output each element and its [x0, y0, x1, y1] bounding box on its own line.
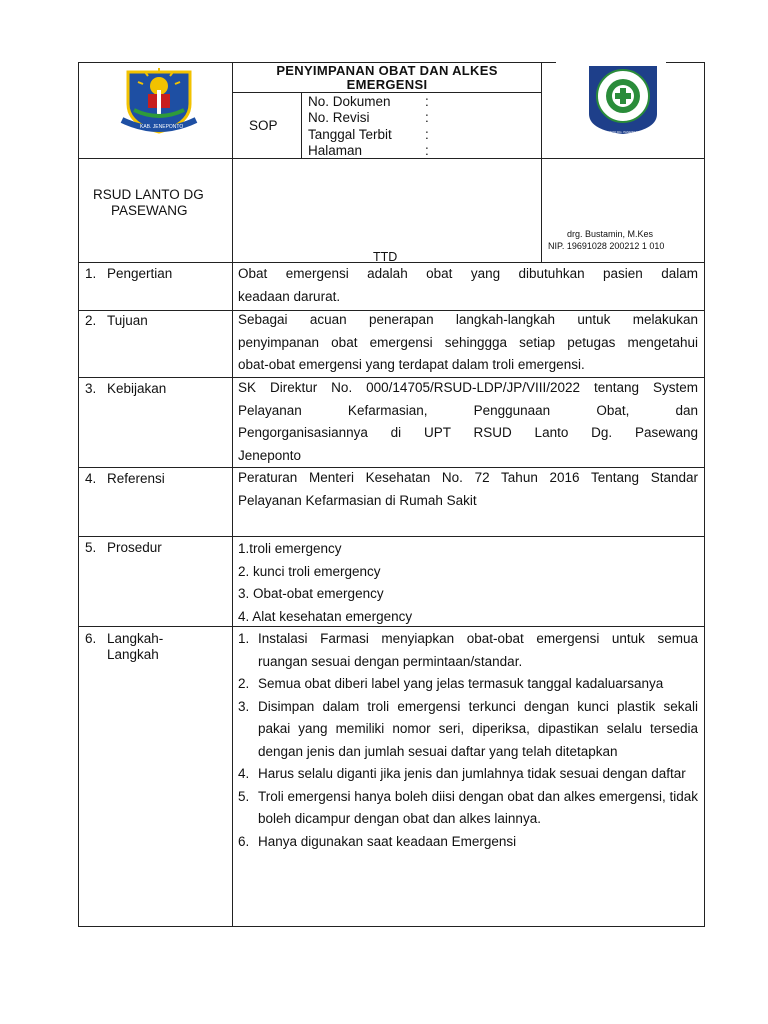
step-number: 2. [238, 676, 250, 691]
step-text: Harus selalu diganti jika jenis dan jumlahnya tidak sesuai dengan daftar [258, 766, 686, 781]
document-title [233, 64, 541, 92]
document-title-line2: EMERGENSI [346, 77, 428, 92]
kebijakan-line: SK Direktur No. 000/14705/RSUD-LDP/JP/VIII/2022 tentang System [238, 380, 698, 395]
langkah-steps [238, 628, 698, 853]
step-number: 1. [238, 631, 250, 646]
step-text: Troli emergensi hanya boleh diisi dengan obat dan alkes emergensi, tidak boleh dicampur dengan obat dan alkes lainnya. [258, 788, 699, 826]
jeneponto-logo [118, 64, 200, 136]
pengertian-text [238, 263, 698, 308]
step-number: 4. [238, 766, 250, 781]
step-item [238, 673, 698, 696]
section-label-referensi: Referensi [107, 471, 165, 486]
step-item [238, 763, 698, 786]
step-text: Hanya digunakan saat keadaan Emergensi [258, 833, 517, 849]
signer-name: drg. Bustamin, M.Kes [567, 229, 654, 239]
section-label-langkah-line2: Langkah [107, 647, 159, 662]
kebijakan-text [238, 377, 698, 467]
tujuan-line: obat-obat emergensi yang terdapat dalam troli emergensi. [238, 357, 585, 372]
prosedur-item: 3. Obat-obat emergency [238, 586, 384, 601]
field-halaman-sep: : [425, 143, 429, 158]
field-no-dokumen-sep: : [425, 94, 429, 109]
prosedur-item: 4. Alat kesehatan emergency [238, 608, 413, 624]
section-number: 5. [85, 540, 97, 555]
section-number: 6. [85, 631, 97, 646]
document-title-line1: PENYIMPANAN OBAT DAN ALKES [276, 63, 498, 78]
tujuan-text [238, 309, 698, 377]
section-label-pengertian: Pengertian [107, 266, 173, 281]
step-text: Disimpan dalam troli emergensi terkunci dengan kunci plastik sekali pakai yang memiliki nomor seri, diperiksa, dipastikan selalu tersedia dengan jenis dan jumlah sesuai daftar yang telah ditetapkan [258, 698, 698, 759]
pengertian-line: keadaan darurat. [238, 288, 341, 304]
step-item [238, 786, 698, 831]
kebijakan-line: Jeneponto [238, 447, 302, 463]
rsud-logo [583, 60, 663, 136]
hospital-name-line2: PASEWANG [111, 203, 188, 218]
right-logo-caption: RSUD LANTO DG. PASEWANG JENEPONTO [597, 130, 660, 134]
sop-label: SOP [249, 118, 278, 133]
step-text: Instalasi Farmasi menyiapkan obat-obat emergensi untuk semua ruangan sesuai dengan permintaan/standar. [258, 631, 698, 669]
step-text: Semua obat diberi label yang jelas termasuk tanggal kadaluarsanya [258, 676, 664, 691]
step-item [238, 696, 698, 764]
field-halaman-label: Halaman [308, 143, 363, 158]
field-tanggal-terbit-sep: : [425, 127, 429, 142]
step-number: 3. [238, 698, 250, 714]
field-tanggal-terbit-label: Tanggal Terbit [308, 127, 392, 142]
referensi-line: Peraturan Menteri Kesehatan No. 72 Tahun 2016 Tentang Standar [238, 470, 698, 485]
tujuan-line: penyimpanan obat emergensi sehinggga setiap petugas mengetahui [238, 334, 698, 350]
section-number: 3. [85, 381, 97, 396]
prosedur-list [238, 538, 412, 628]
section-label-langkah-line1: Langkah- [107, 631, 164, 646]
prosedur-item: 1.troli emergency [238, 541, 342, 556]
signer-nip: NIP. 19691028 200212 1 010 [548, 241, 665, 251]
step-item [238, 628, 698, 673]
prosedur-item: 2. kunci troli emergency [238, 563, 381, 579]
field-no-revisi-label: No. Revisi [308, 110, 370, 125]
kebijakan-line: Pengorganisasiannya di UPT RSUD Lanto Dg. Pasewang [238, 425, 698, 440]
referensi-line: Pelayanan Kefarmasian di Rumah Sakit [238, 492, 477, 508]
section-label-kebijakan: Kebijakan [107, 381, 167, 396]
hospital-name-line1: RSUD LANTO DG [93, 187, 204, 202]
section-label-tujuan: Tujuan [107, 313, 148, 328]
step-number: 5. [238, 788, 250, 804]
field-no-dokumen-label: No. Dokumen [308, 94, 391, 109]
section-number: 4. [85, 471, 97, 486]
ttd-label: TTD [373, 250, 398, 264]
pengertian-line: Obat emergensi adalah obat yang dibutuhkan pasien dalam [238, 266, 698, 281]
left-logo-caption: KAB. JENEPONTO [140, 124, 184, 130]
referensi-text [238, 467, 698, 512]
section-number: 1. [85, 266, 97, 281]
section-label-prosedur: Prosedur [107, 540, 162, 555]
section-number: 2. [85, 313, 97, 328]
tujuan-line: Sebagai acuan penerapan langkah-langkah untuk melakukan [238, 312, 698, 327]
step-item [238, 831, 698, 854]
kebijakan-line: Pelayanan Kefarmasian, Penggunaan Obat, dan [238, 402, 698, 418]
field-no-revisi-sep: : [425, 110, 429, 125]
step-number: 6. [238, 833, 250, 849]
